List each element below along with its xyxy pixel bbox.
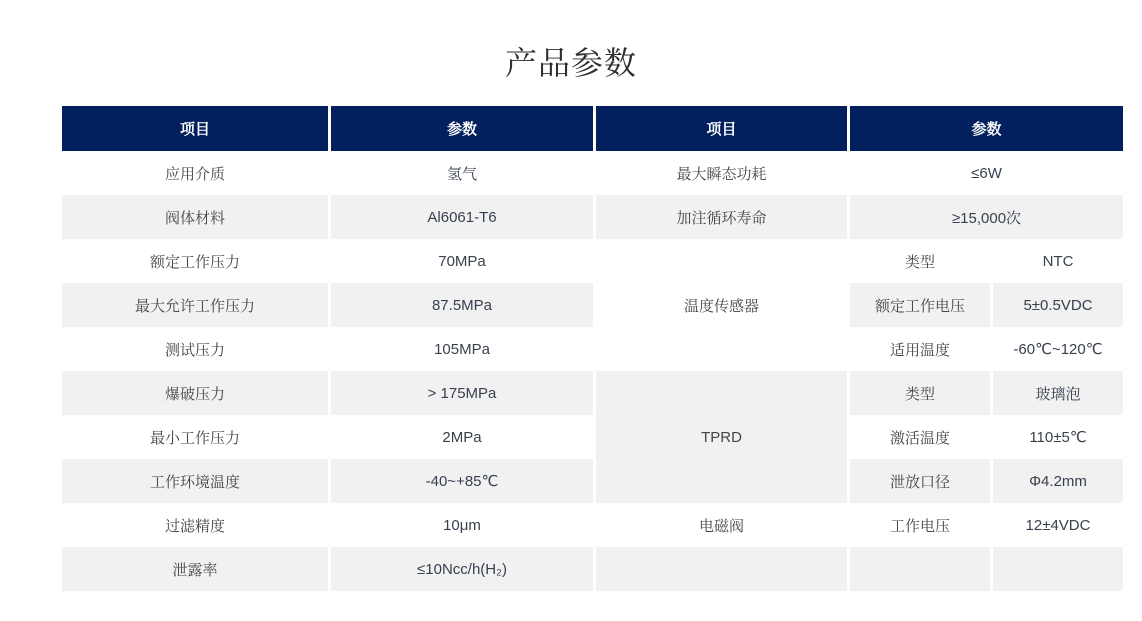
header-param-left: 参数 [331, 106, 593, 151]
product-spec-table [62, 106, 1123, 591]
page-title: 产品参数 [504, 45, 637, 81]
value-temp-sensor-applicable-temp: -60℃~120℃ [993, 327, 1123, 371]
value-filling-cycle-life: ≥15,000次 [850, 195, 1123, 239]
value-tprd-type: 玻璃泡 [993, 371, 1123, 415]
label-tprd-activation-temp: 激活温度 [850, 415, 990, 459]
label-filtration-precision: 过滤精度 [62, 503, 328, 547]
value-temp-sensor-type: NTC [993, 239, 1123, 283]
value-solenoid-working-voltage: 12±4VDC [993, 503, 1123, 547]
label-leakage-rate: 泄露率 [62, 547, 328, 591]
group-solenoid-valve: 电磁阀 [596, 503, 847, 547]
value-tprd-release-diameter: Φ4.2mm [993, 459, 1123, 503]
value-min-working-pressure: 2MPa [331, 415, 593, 459]
label-valve-body-material: 阀体材料 [62, 195, 328, 239]
value-max-transient-power: ≤6W [850, 151, 1123, 195]
label-ambient-temperature: 工作环境温度 [62, 459, 328, 503]
value-application-medium: 氢气 [331, 151, 593, 195]
value-max-allowable-pressure: 87.5MPa [331, 283, 593, 327]
value-tprd-activation-temp: 110±5℃ [993, 415, 1123, 459]
header-item-right: 项目 [596, 106, 847, 151]
label-tprd-type: 类型 [850, 371, 990, 415]
label-application-medium: 应用介质 [62, 151, 328, 195]
label-temp-sensor-type: 类型 [850, 239, 990, 283]
label-filling-cycle-life: 加注循环寿命 [596, 195, 847, 239]
label-temp-sensor-rated-voltage: 额定工作电压 [850, 283, 990, 327]
empty-cell-group [596, 547, 847, 591]
value-temp-sensor-rated-voltage: 5±0.5VDC [993, 283, 1123, 327]
label-solenoid-working-voltage: 工作电压 [850, 503, 990, 547]
header-param-right: 参数 [850, 106, 1123, 151]
group-tprd: TPRD [596, 371, 847, 503]
empty-cell-value [993, 547, 1123, 591]
group-temperature-sensor: 温度传感器 [596, 239, 847, 371]
value-valve-body-material: Al6061-T6 [331, 195, 593, 239]
label-temp-sensor-applicable-temp: 适用温度 [850, 327, 990, 371]
empty-cell-label [850, 547, 990, 591]
header-item-left: 项目 [62, 106, 328, 151]
value-filtration-precision: 10μm [331, 503, 593, 547]
value-leakage-rate: ≤10Ncc/h(H₂) [331, 547, 593, 591]
value-burst-pressure: > 175MPa [331, 371, 593, 415]
label-min-working-pressure: 最小工作压力 [62, 415, 328, 459]
label-test-pressure: 测试压力 [62, 327, 328, 371]
label-max-allowable-pressure: 最大允许工作压力 [62, 283, 328, 327]
label-tprd-release-diameter: 泄放口径 [850, 459, 990, 503]
value-test-pressure: 105MPa [331, 327, 593, 371]
label-burst-pressure: 爆破压力 [62, 371, 328, 415]
label-max-transient-power: 最大瞬态功耗 [596, 151, 847, 195]
value-ambient-temperature: -40~+85℃ [331, 459, 593, 503]
value-rated-working-pressure: 70MPa [331, 239, 593, 283]
label-rated-working-pressure: 额定工作压力 [62, 239, 328, 283]
